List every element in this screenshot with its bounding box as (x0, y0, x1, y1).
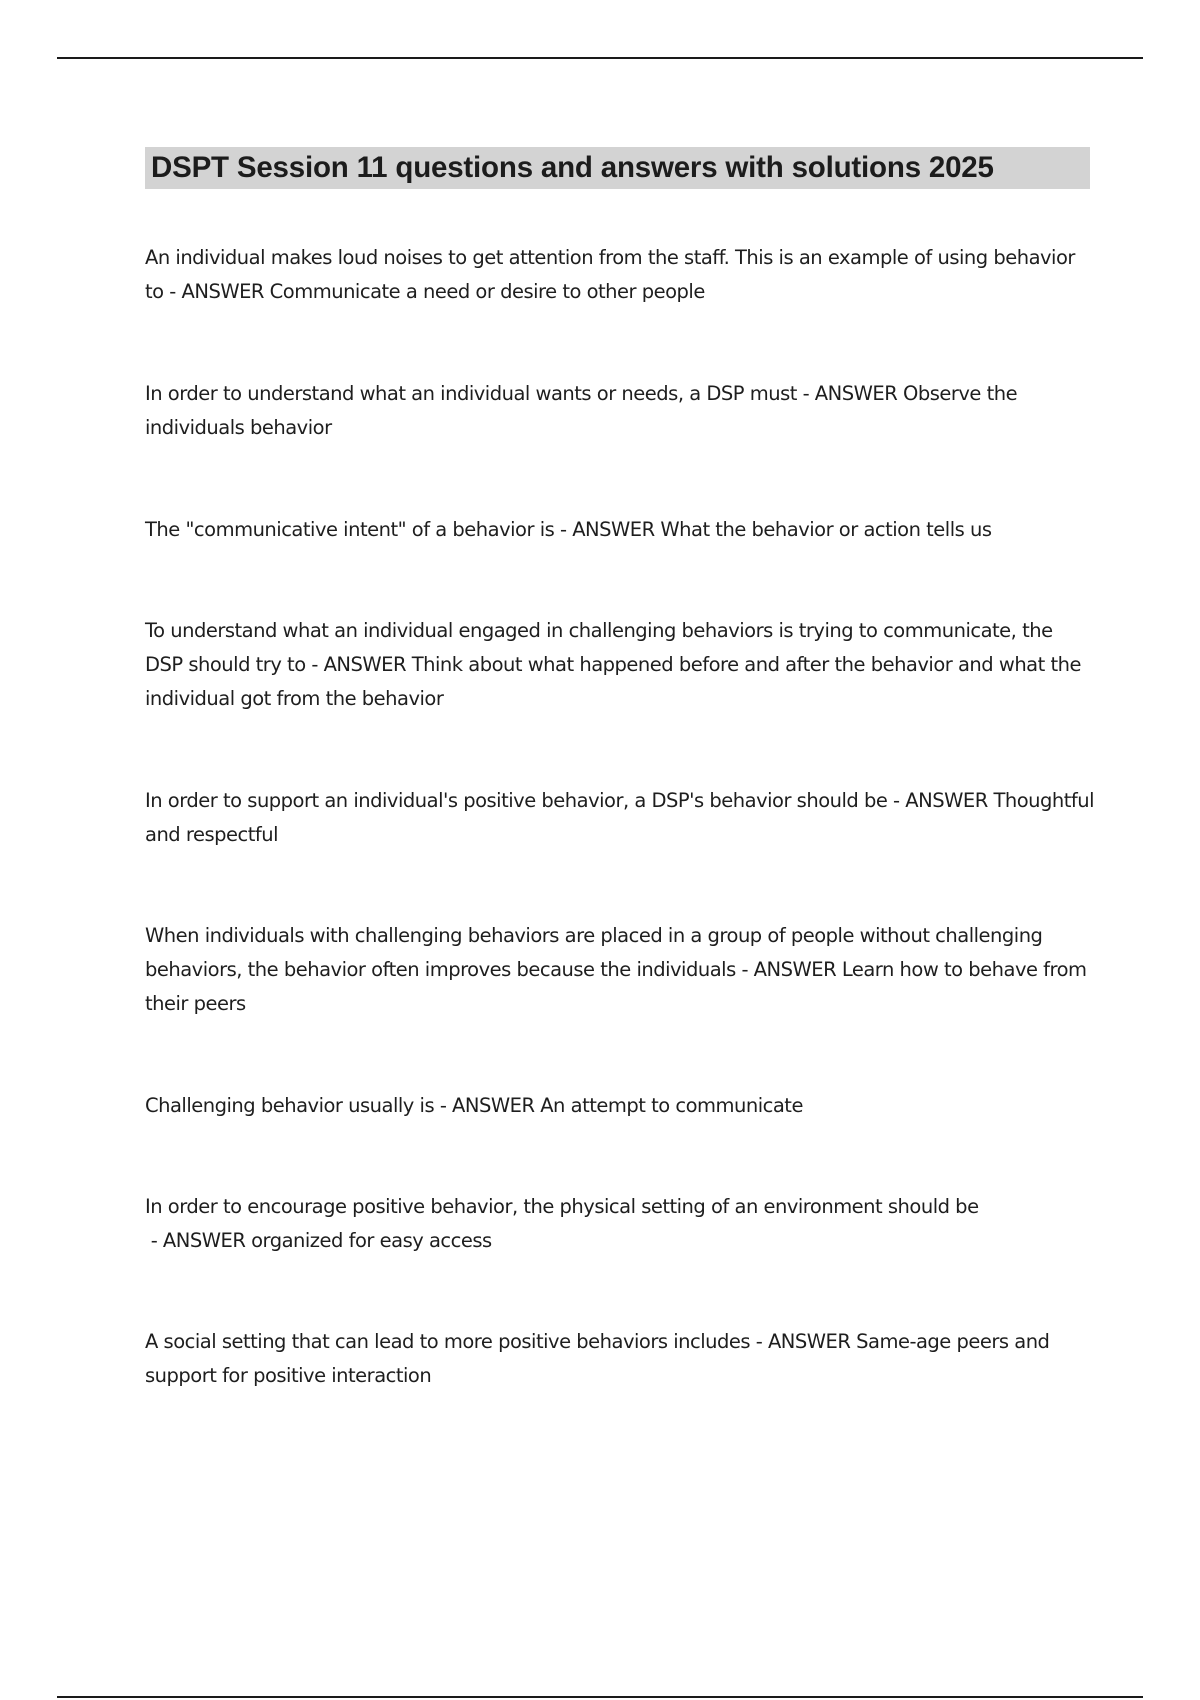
answer-text: Observe the individuals behavior (145, 382, 1018, 439)
footer-rule (57, 1696, 1143, 1698)
answer-separator: - ANSWER (554, 518, 661, 541)
question-text: Challenging behavior usually is (145, 1094, 435, 1117)
answer-text: What the behavior or action tells us (660, 518, 992, 541)
question-text: A social setting that can lead to more positive behaviors includes (145, 1330, 751, 1353)
answer-separator: - ANSWER (163, 280, 270, 303)
question-text: An individual makes loud noises to get attention from the staff. This is an example of using behavior to (145, 246, 1075, 303)
answer-text: organized for easy access (251, 1229, 492, 1252)
question-text: When individuals with challenging behaviors are placed in a group of people without challenging behaviors, the behavior often improves because the individuals (145, 924, 1043, 981)
answer-text: An attempt to communicate (540, 1094, 803, 1117)
qa-item-8 (145, 1190, 1095, 1258)
header-rule (57, 57, 1143, 59)
qa-item-3 (145, 513, 1095, 547)
answer-text: Same-age peers and support for positive interaction (145, 1330, 1050, 1387)
answer-text: Thoughtful and respectful (145, 789, 1095, 846)
answer-separator: - ANSWER (735, 958, 842, 981)
answer-text: Think about what happened before and after the behavior and what the individual got from the behavior (145, 653, 1081, 710)
question-text: In order to encourage positive behavior, the physical setting of an environment should be (145, 1195, 979, 1218)
question-text: The "communicative intent" of a behavior is (145, 518, 555, 541)
answer-separator: - ANSWER (145, 1229, 252, 1252)
document-title: DSPT Session 11 questions and answers with solutions 2025 (151, 151, 994, 184)
answer-text: Communicate a need or desire to other people (269, 280, 705, 303)
answer-separator: - ANSWER (796, 382, 903, 405)
answer-separator: - ANSWER (750, 1330, 857, 1353)
answer-text: Learn how to behave from their peers (145, 958, 1087, 1015)
qa-item-2 (145, 377, 1095, 445)
qa-item-1 (145, 241, 1095, 309)
answer-separator: - ANSWER (305, 653, 412, 676)
qa-item-5 (145, 784, 1095, 852)
qa-item-9 (145, 1325, 1095, 1393)
question-text: In order to understand what an individual wants or needs, a DSP must (145, 382, 797, 405)
answer-separator: - ANSWER (434, 1094, 541, 1117)
answer-separator: - ANSWER (887, 789, 994, 812)
title-highlight (145, 147, 1090, 189)
qa-item-7 (145, 1089, 1095, 1123)
question-text: In order to support an individual's positive behavior, a DSP's behavior should be (145, 789, 888, 812)
qa-item-6 (145, 919, 1095, 1021)
qa-item-4 (145, 614, 1095, 716)
question-text: To understand what an individual engaged in challenging behaviors is trying to communicate, the DSP should try to (145, 619, 1053, 676)
